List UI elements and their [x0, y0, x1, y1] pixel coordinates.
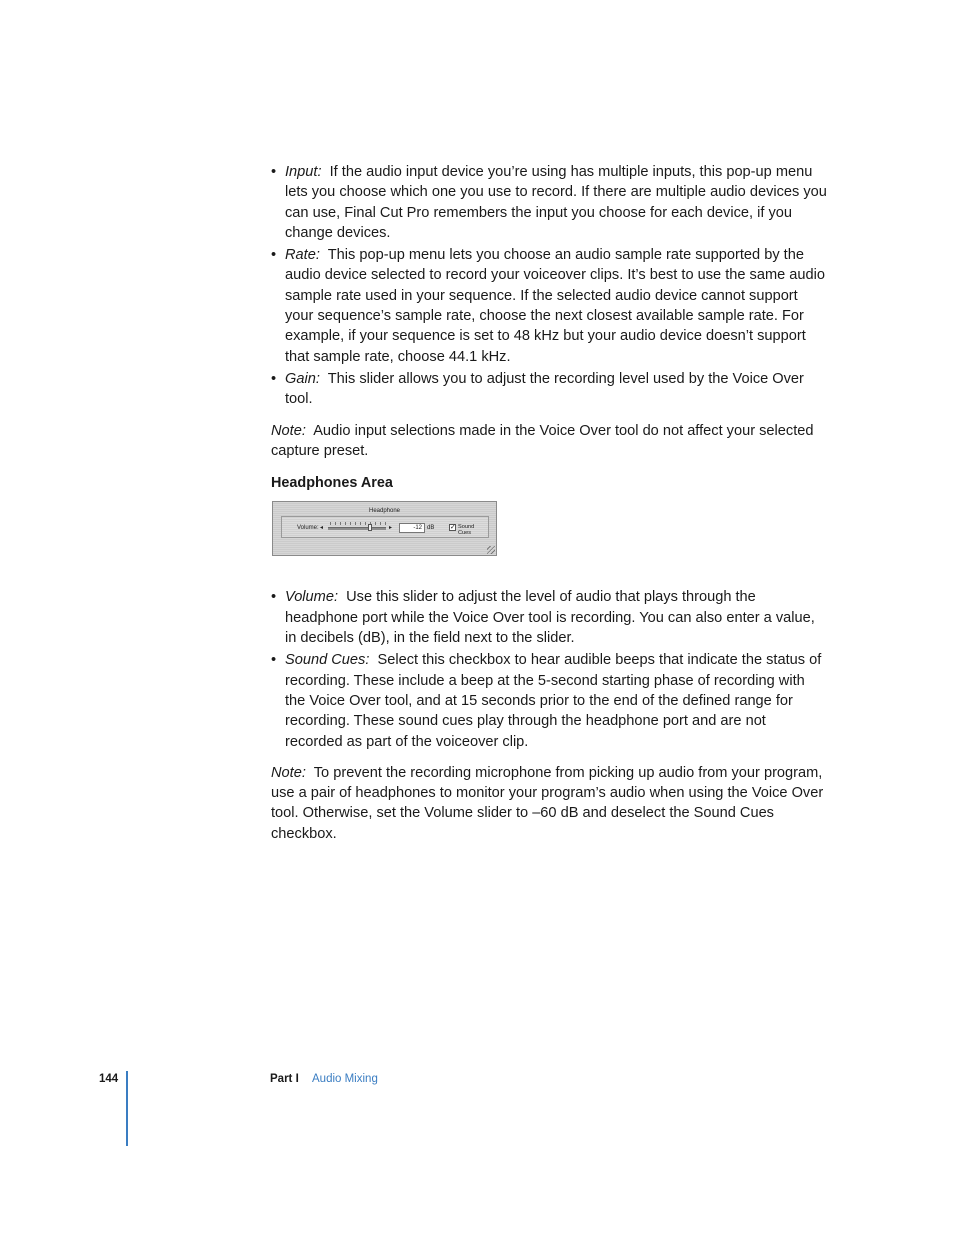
- note-label: Note:: [271, 422, 306, 439]
- resize-grip-icon[interactable]: [487, 546, 495, 554]
- db-unit-label: dB: [427, 525, 435, 531]
- list-item-input: [271, 162, 827, 243]
- description-volume: Use this slider to adjust the level of audio that plays through the headphone port while the Voice Over tool is recording. You can also enter a value, in decibels (dB), in the field next to the slider.: [285, 589, 815, 647]
- term-sound-cues: Sound Cues:: [285, 652, 370, 669]
- note-paragraph-2: [271, 763, 827, 844]
- slider-right-arrow-icon[interactable]: ▸: [389, 525, 393, 531]
- list-item-rate: [271, 245, 827, 367]
- note-paragraph: [271, 421, 827, 462]
- note-text-2: To prevent the recording microphone from picking up audio from your program, use a pair of headphones to monitor your program’s audio when using the Voice Over tool. Otherwise, set the Volume slider to –60 dB and deselect the Sound Cues checkbox.: [271, 764, 824, 842]
- panel-title: Headphone: [368, 508, 401, 514]
- description-sound-cues: Select this checkbox to hear audible beeps that indicate the status of recording. These include a beep at the 5-second starting phase of recording with the Voice Over tool, and at 15 seconds prior to the end of the defined range for recording. These sound cues play through the headphone port and are not recorded as part of the voiceover clip.: [285, 652, 822, 750]
- description-input: If the audio input device you’re using has multiple inputs, this pop-up menu lets you choose which one you use to record. If there are multiple audio devices you can use, Final Cut Pro remembers the input you choose for each device, if you change devices.: [285, 164, 827, 241]
- volume-slider-thumb[interactable]: [368, 524, 372, 531]
- description-gain: This slider allows you to adjust the recording level used by the Voice Over tool.: [285, 370, 804, 408]
- volume-label: Volume:: [297, 525, 319, 531]
- sound-cues-label: Sound Cues: [458, 524, 475, 536]
- sound-cues-checkbox[interactable]: ✓: [450, 524, 456, 531]
- volume-db-field[interactable]: -12: [399, 523, 425, 533]
- list-item-volume: [271, 587, 827, 648]
- note-label-2: Note:: [271, 764, 306, 781]
- description-rate: This pop-up menu lets you choose an audio sample rate supported by the audio device selected to record your voiceover clips. It’s best to use the same audio sample rate used in your sequence. If the selected audio device cannot support your sequence’s sample rate, choose the next closest available sample rate. For example, if your sequence is set to 48 kHz but your audio device doesn’t support that sample rate, choose 44.1 kHz.: [285, 247, 825, 365]
- term-volume: Volume:: [285, 589, 338, 606]
- list-item-gain: [271, 369, 827, 410]
- slider-left-arrow-icon[interactable]: ◂: [320, 525, 324, 531]
- footer-section-link[interactable]: Audio Mixing: [312, 1073, 378, 1085]
- page-number: 144: [99, 1073, 119, 1085]
- term-input: Input:: [285, 164, 322, 180]
- term-rate: Rate:: [285, 247, 320, 264]
- section-heading: Headphones Area: [271, 475, 393, 492]
- footer-rule: [126, 1071, 128, 1146]
- note-text: Audio input selections made in the Voice Over tool do not affect your selected capture preset.: [271, 422, 814, 459]
- headphones-panel-screenshot: [272, 501, 497, 556]
- list-item-sound-cues: [271, 650, 827, 751]
- volume-slider-track[interactable]: [328, 527, 386, 530]
- footer-part: Part I: [270, 1073, 299, 1085]
- headphone-group-box: [281, 516, 489, 538]
- slider-ticks: [330, 522, 386, 525]
- term-gain: Gain:: [285, 370, 320, 387]
